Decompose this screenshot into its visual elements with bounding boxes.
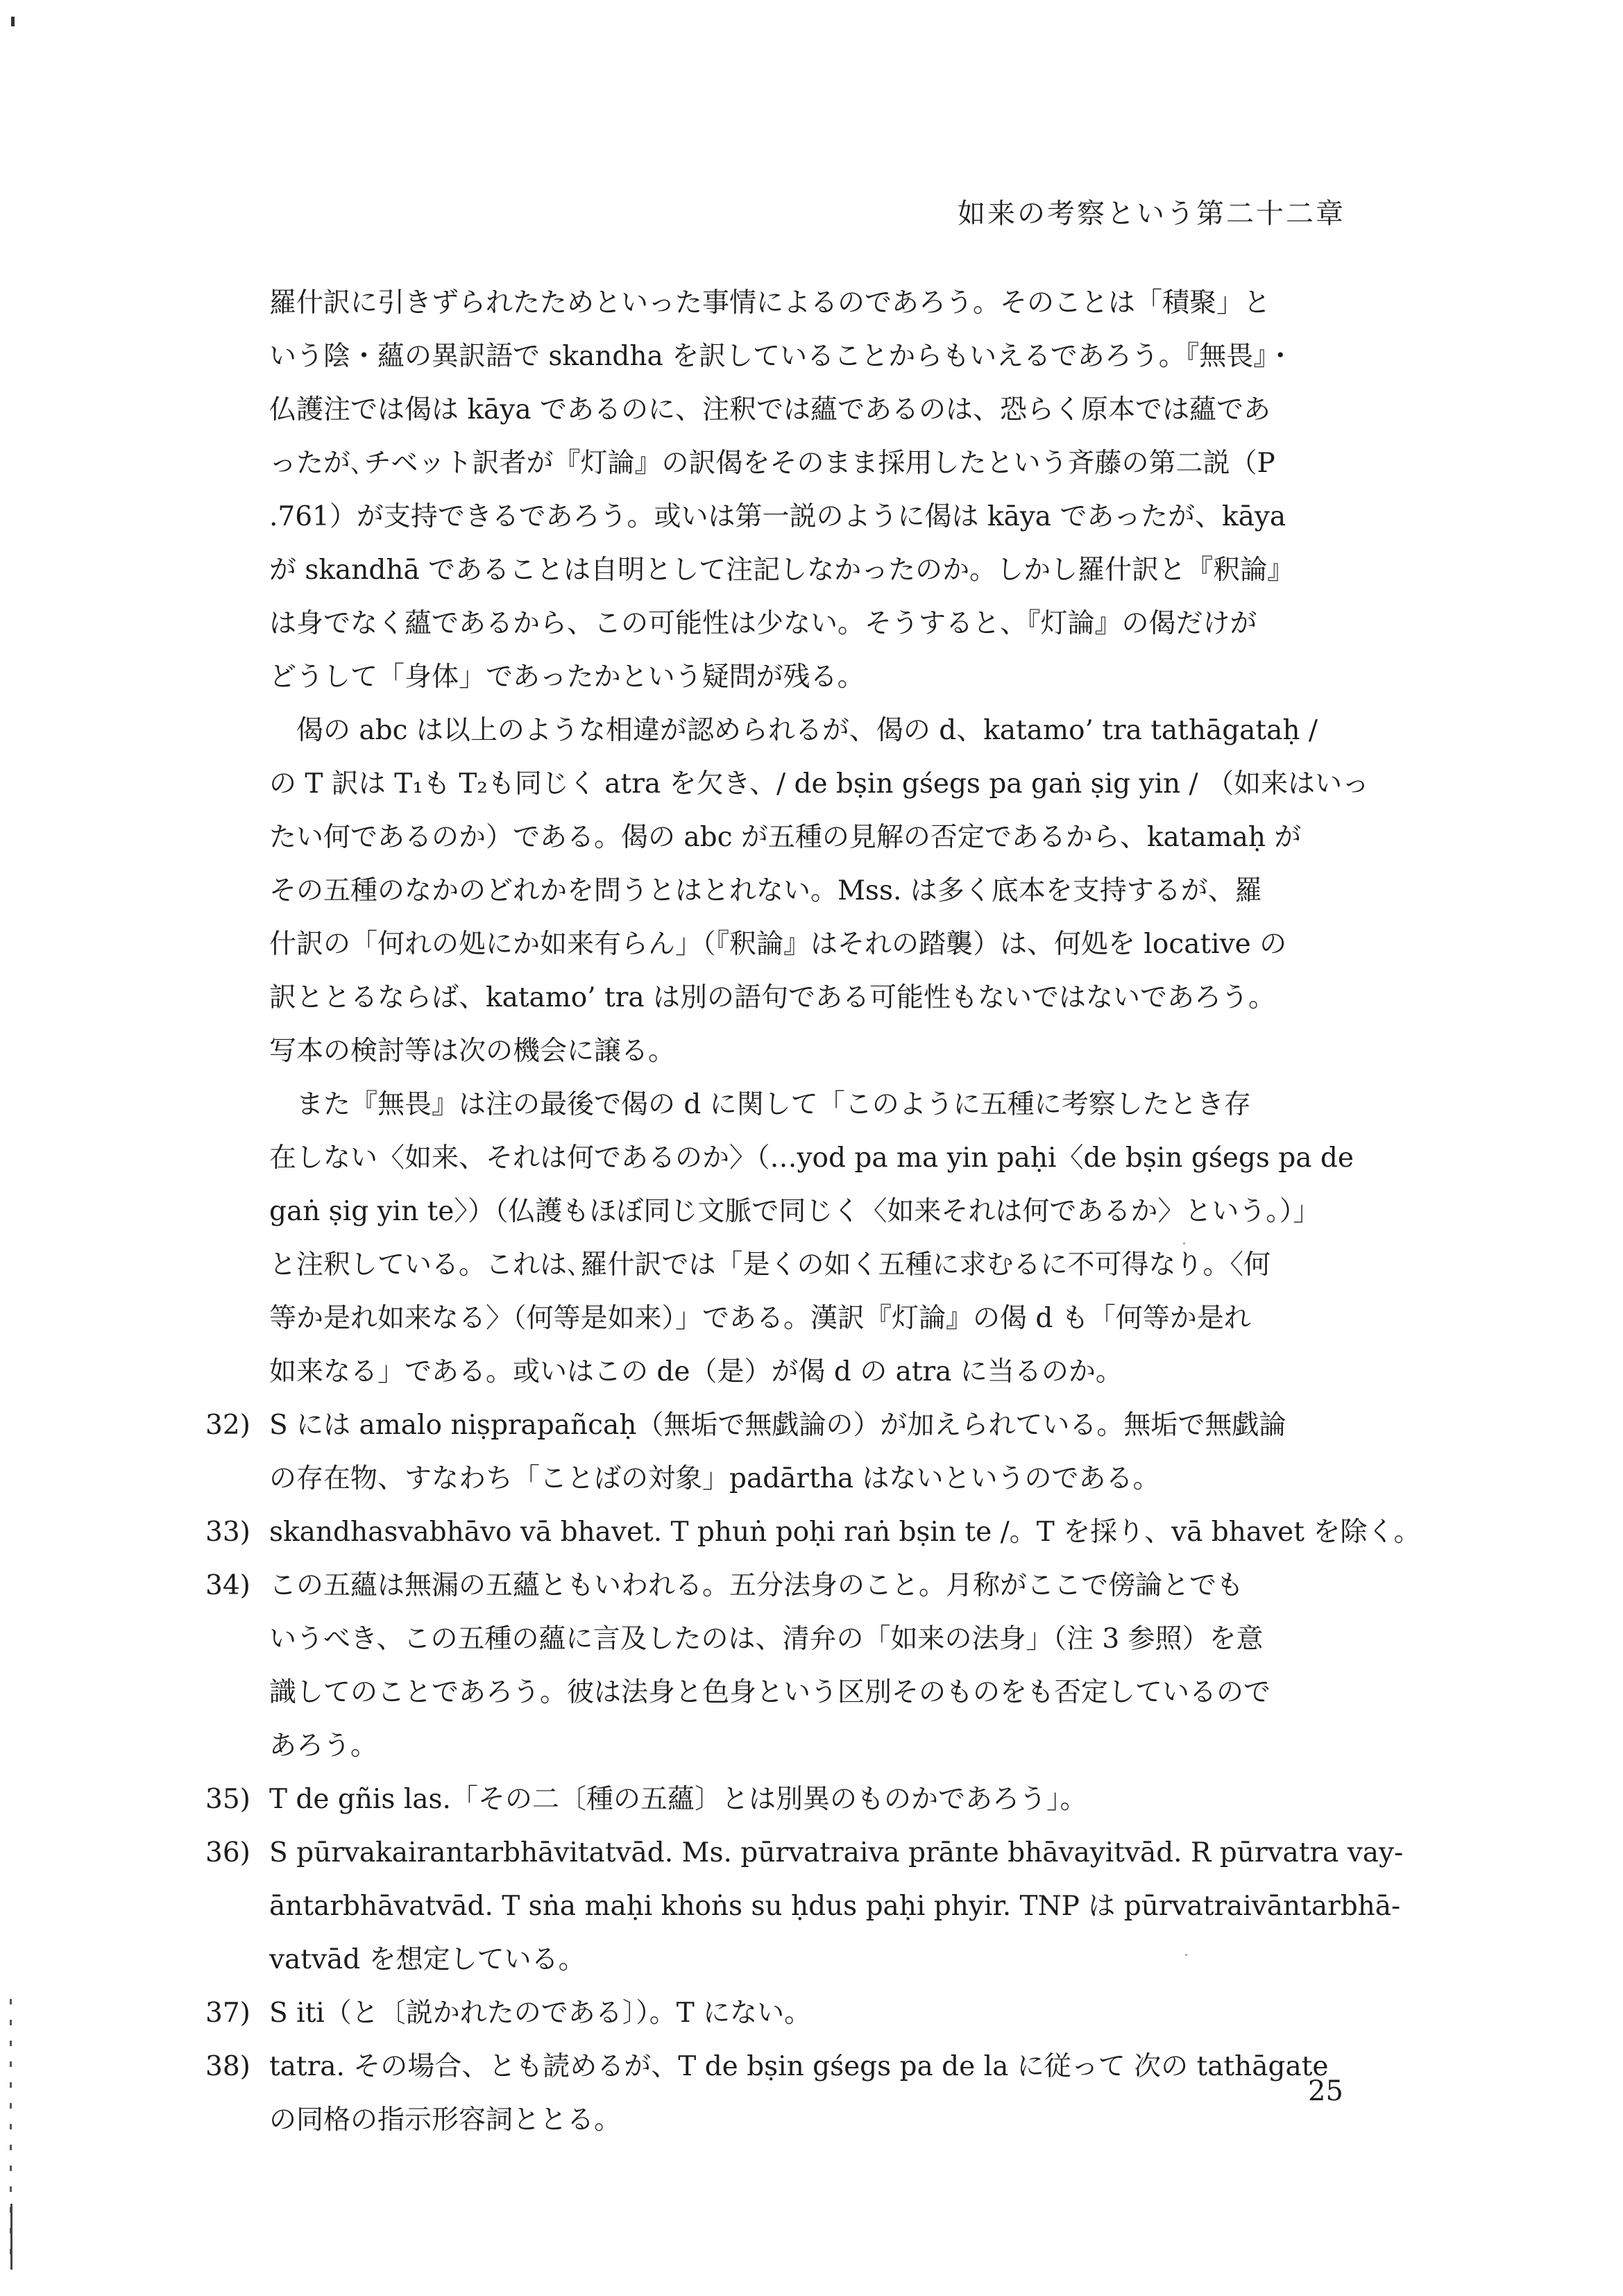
- text-line: 写本の検討等は次の機会に譲る。: [269, 1036, 676, 1067]
- text-line: 什訳の「何れの処にか如来有らん」（『釈論』はそれの踏襲）は、何処を locative の: [269, 929, 1287, 960]
- text-line: skandhasvabhāvo vā bhavet. T phuṅ poḥi raṅ bṣin te /。T を採り、vā bhavet を除く。: [269, 1517, 1421, 1548]
- footnote-32: [205, 1399, 1379, 1505]
- text-line: gaṅ ṣig yin te〉）（仏護もほぼ同じ文脈で同じく〈如来それは何であるか〉という。）」: [269, 1196, 1320, 1227]
- text-line: tatra. その場合、とも読めるが、T de bṣin gśegs pa de la に従って 次の tathāgate: [269, 2051, 1329, 2082]
- text-line: 訳ととるならば、katamo’ tra は別の語句である可能性もないではないであろう。: [269, 982, 1276, 1013]
- text-line: 如来なる」である。或いはこの de（是）が偈 d の atra に当るのか。: [269, 1356, 1123, 1387]
- paragraph-2: [269, 704, 1379, 1078]
- footnote-number: 35): [205, 1784, 250, 1815]
- text-line: S pūrvakairantarbhāvitatvād. Ms. pūrvatraiva prānte bhāvayitvād. R pūrvatra vay-: [269, 1837, 1404, 1868]
- text-line: あろう。: [269, 1730, 378, 1762]
- footnote-34: [205, 1559, 1379, 1773]
- text-line: 羅什訳に引きずられたためといった事情によるのであろう。そのことは「積聚」と: [269, 287, 1271, 319]
- text-line: 在しない〈如来、それは何であるのか〉（…yod pa ma yin paḥi〈de bṣin gśegs pa de: [269, 1142, 1354, 1174]
- text-line: の存在物、すなわち「ことばの対象」padārtha はないというのである。: [269, 1463, 1160, 1494]
- text-line: 偈の abc は以上のような相違が認められるが、偈の d、katamo’ tra tathāgataḥ /: [269, 715, 1318, 746]
- text-line: が skandhā であることは自明として注記しなかったのか。しかし羅什訳と『釈論』: [269, 555, 1295, 586]
- text-line: ったが､チベット訳者が『灯論』の訳偈をそのまま採用したという斉藤の第二説（P: [269, 448, 1275, 479]
- text-line: 仏護注では偈は kāya であるのに、注釈では蘊であるのは、恐らく原本では蘊であ: [269, 394, 1271, 425]
- text-line: この五蘊は無漏の五蘊ともいわれる。五分法身のこと。月称がここで傍論とでも: [269, 1570, 1244, 1601]
- footnote-number: 37): [205, 1998, 250, 2029]
- footnote-number: 38): [205, 2051, 250, 2082]
- text-line: .761）が支持できるであろう。或いは第一説のように偈は kāya であったが、kāya: [269, 501, 1286, 532]
- text-line: その五種のなかのどれかを問うとはとれない。Mss. は多く底本を支持するが、羅: [269, 875, 1262, 906]
- text-line: S iti（と〔説かれたのである〕）。T にない。: [269, 1998, 812, 2029]
- footnote-37: [205, 1986, 1379, 2040]
- text-line: は身でなく蘊であるから、この可能性は少ない。そうすると、『灯論』の偈だけが: [269, 608, 1257, 639]
- paragraph-1: [269, 276, 1379, 704]
- scan-mark: [11, 17, 15, 26]
- text-line: T de gñis las.「その二〔種の五蘊〕とは別異のものかであろう」。: [269, 1784, 1087, 1815]
- text-line: たい何であるのか）である。偈の abc が五種の見解の否定であるから、katamaḥ が: [269, 822, 1302, 853]
- text-line: の同格の指示形容詞ととる。: [269, 2104, 622, 2136]
- text-line: vatvād を想定している。: [269, 1944, 586, 1975]
- text-line: S には amalo niṣprapañcaḥ（無垢で無戯論の）が加えられている。無垢で無戯論: [269, 1410, 1286, 1441]
- scan-speck: [1185, 1954, 1187, 1956]
- text-line: また『無畏』は注の最後で偈の d に関して「このように五種に考察したとき存: [269, 1089, 1251, 1120]
- footnote-number: 33): [205, 1517, 250, 1548]
- scan-speck: [1183, 1242, 1185, 1244]
- text-line: と注釈している。これは､羅什訳では「是くの如く五種に求むるに不可得なり。〈何: [269, 1249, 1271, 1281]
- footnote-38: [205, 2040, 1379, 2147]
- text-line: の T 訳は T₁も T₂も同じく atra を欠き、/ de bṣin gśegs pa gaṅ ṣig yin / （如来はいっ: [269, 768, 1370, 800]
- paragraph-3: [269, 1078, 1379, 1399]
- text-line: āntarbhāvatvād. T sṅa maḥi khoṅs su ḥdus paḥi phyir. TNP は pūrvatraivāntarbhā-: [269, 1891, 1401, 1922]
- text-line: 識してのことであろう。彼は法身と色身という区別そのものをも否定しているので: [269, 1677, 1271, 1708]
- footnote-33: [205, 1505, 1421, 1559]
- page-body: [205, 276, 1421, 2147]
- text-line: いうべき、この五種の蘊に言及したのは、清弁の「如来の法身」（注 3 参照）を意: [269, 1623, 1264, 1655]
- footnote-35: [205, 1773, 1379, 1826]
- text-line: 等か是れ如来なる〉（何等是如来）」である。漢訳『灯論』の偈 d も「何等か是れ: [269, 1303, 1251, 1334]
- footnote-36: [205, 1826, 1404, 1986]
- footnote-number: 32): [205, 1410, 250, 1441]
- footnote-number: 36): [205, 1837, 250, 1868]
- footnote-number: 34): [205, 1570, 250, 1601]
- scan-edge-line: [10, 2204, 12, 2270]
- running-header: 如来の考察という第二十二章: [958, 198, 1345, 230]
- page-number: 25: [1308, 2075, 1343, 2107]
- text-line: いう陰・蘊の異訳語で skandha を訳していることからもいえるであろう。『無畏』・: [269, 341, 1294, 372]
- text-line: どうして「身体」であったかという疑問が残る。: [269, 661, 865, 693]
